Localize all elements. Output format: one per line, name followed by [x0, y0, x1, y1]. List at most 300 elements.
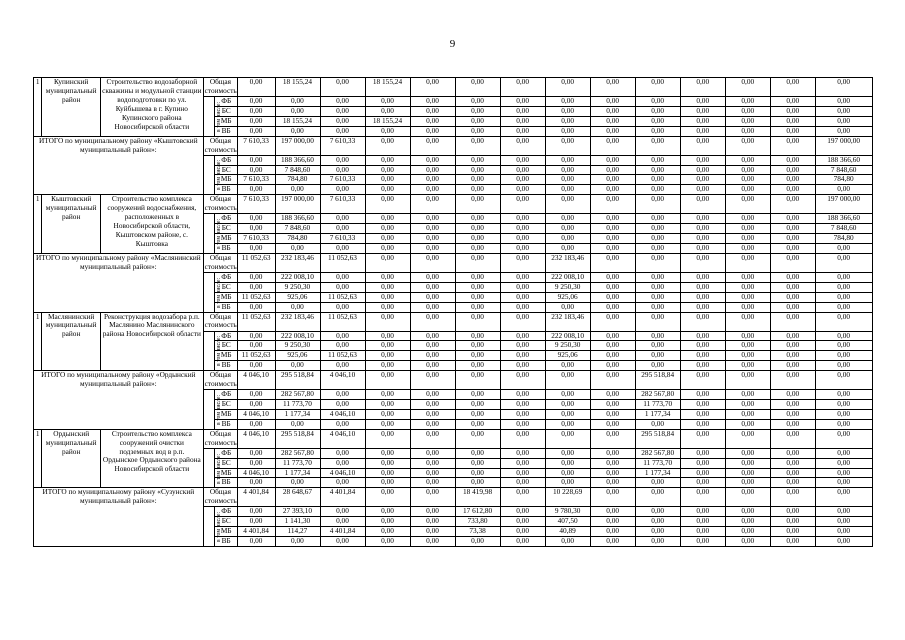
value-cell: 0,00: [591, 448, 636, 458]
value-cell: 0,00: [501, 78, 546, 97]
value-cell: 0,00: [456, 400, 501, 410]
cost-type-total: Общая стоимость: [204, 194, 237, 213]
value-cell: 0,00: [456, 165, 501, 175]
value-cell: 0,00: [636, 214, 681, 224]
budget-source: ВБ: [215, 478, 238, 488]
value-cell: 0,00: [771, 351, 816, 361]
value-cell: 0,00: [501, 409, 546, 419]
value-cell: 0,00: [771, 458, 816, 468]
value-cell: 0,00: [411, 478, 456, 488]
value-cell: 197 000,00: [275, 195, 320, 214]
value-cell: 0,00: [816, 282, 873, 292]
cost-type-total: Общая стоимость: [204, 311, 237, 330]
value-cell: 0,00: [636, 78, 681, 97]
value-cell: 0,00: [238, 517, 276, 527]
value-cell: 0,00: [771, 97, 816, 107]
value-cell: 1 177,34: [636, 409, 681, 419]
value-cell: 0,00: [411, 458, 456, 468]
value-cell: 0,00: [365, 195, 410, 214]
value-cell: 0,00: [411, 341, 456, 351]
value-cell: 0,00: [456, 106, 501, 116]
value-cell: 0,00: [501, 116, 546, 126]
value-cell: 0,00: [726, 302, 771, 312]
value-cell: 0,00: [726, 97, 771, 107]
value-cell: 0,00: [411, 126, 456, 136]
value-cell: 0,00: [771, 175, 816, 185]
value-cell: 0,00: [636, 185, 681, 195]
value-cell: 0,00: [456, 282, 501, 292]
value-cell: 0,00: [501, 292, 546, 302]
value-cell: 0,00: [320, 517, 365, 527]
value-cell: 0,00: [681, 243, 726, 253]
value-cell: 7 610,33: [238, 195, 276, 214]
value-cell: 114,27: [275, 527, 320, 537]
value-cell: 0,00: [501, 478, 546, 488]
value-cell: 0,00: [456, 195, 501, 214]
value-cell: 0,00: [456, 224, 501, 234]
value-cell: 0,00: [275, 419, 320, 429]
project-name: Строительство комплекса сооружений водоснабжения, расположенных в Новосибирской области, Кыштовском районе, с. Кыштовка: [101, 195, 204, 254]
value-cell: 0,00: [501, 488, 546, 507]
value-cell: 0,00: [726, 507, 771, 517]
value-cell: 0,00: [320, 214, 365, 224]
value-cell: 0,00: [411, 272, 456, 282]
value-cell: 0,00: [681, 458, 726, 468]
value-cell: 0,00: [816, 478, 873, 488]
value-cell: 17 612,80: [456, 507, 501, 517]
project-name: Строительство водозаборной скважины и модульной станции водоподготовки по ул. Куйбышева в г. Купино Купинского района Новосибирской области: [101, 78, 204, 137]
total-title: ИТОГО по муниципальному району «Ордынский муниципальный район»:: [34, 371, 204, 430]
value-cell: 0,00: [816, 371, 873, 390]
value-cell: 0,00: [546, 97, 591, 107]
value-cell: 27 393,10: [275, 507, 320, 517]
value-cell: 0,00: [681, 409, 726, 419]
value-cell: 0,00: [771, 234, 816, 244]
value-cell: 0,00: [816, 243, 873, 253]
value-cell: 0,00: [411, 175, 456, 185]
value-cell: 0,00: [501, 272, 546, 282]
value-cell: 0,00: [591, 78, 636, 97]
value-cell: 0,00: [365, 478, 410, 488]
value-cell: 0,00: [726, 361, 771, 371]
value-cell: 0,00: [456, 78, 501, 97]
value-cell: 0,00: [320, 155, 365, 165]
budget-source: ФБ: [215, 507, 238, 517]
value-cell: 0,00: [501, 527, 546, 537]
value-cell: 0,00: [501, 419, 546, 429]
value-cell: 0,00: [681, 175, 726, 185]
value-cell: 0,00: [771, 448, 816, 458]
value-cell: 0,00: [816, 517, 873, 527]
value-cell: 0,00: [501, 234, 546, 244]
value-cell: 0,00: [681, 136, 726, 155]
value-cell: 7 610,33: [320, 136, 365, 155]
value-cell: 0,00: [771, 116, 816, 126]
value-cell: 0,00: [726, 292, 771, 302]
value-cell: 0,00: [411, 429, 456, 448]
value-cell: 0,00: [320, 116, 365, 126]
value-cell: 0,00: [238, 224, 276, 234]
total-row: [34, 488, 873, 507]
value-cell: 0,00: [501, 195, 546, 214]
value-cell: 0,00: [591, 507, 636, 517]
value-cell: 0,00: [771, 527, 816, 537]
value-cell: 0,00: [546, 175, 591, 185]
value-cell: 0,00: [636, 341, 681, 351]
value-cell: 0,00: [681, 292, 726, 302]
value-cell: 0,00: [411, 282, 456, 292]
value-cell: 10 228,69: [546, 488, 591, 507]
value-cell: 0,00: [681, 448, 726, 458]
value-cell: 0,00: [456, 185, 501, 195]
value-cell: 0,00: [681, 341, 726, 351]
value-cell: 0,00: [591, 155, 636, 165]
value-cell: 0,00: [320, 165, 365, 175]
project-name: Реконструкция водозабора р.п. Маслянино Маслянинского района Новосибирской области: [101, 312, 204, 371]
value-cell: 0,00: [365, 537, 410, 547]
value-cell: 0,00: [546, 195, 591, 214]
value-cell: 73,38: [456, 527, 501, 537]
value-cell: 7 610,33: [320, 175, 365, 185]
value-cell: 0,00: [365, 390, 410, 400]
value-cell: 0,00: [456, 448, 501, 458]
value-cell: 0,00: [771, 371, 816, 390]
value-cell: 0,00: [771, 341, 816, 351]
value-cell: 0,00: [411, 136, 456, 155]
value-cell: 0,00: [771, 185, 816, 195]
value-cell: 0,00: [726, 234, 771, 244]
value-cell: 0,00: [320, 185, 365, 195]
value-cell: 0,00: [681, 282, 726, 292]
budget-source: БС: [215, 400, 238, 410]
value-cell: 0,00: [771, 312, 816, 331]
value-cell: 7 610,33: [238, 136, 276, 155]
value-cell: 0,00: [365, 517, 410, 527]
value-cell: 9 250,30: [275, 282, 320, 292]
value-cell: 4 401,84: [320, 527, 365, 537]
sub-label: [203, 331, 222, 371]
value-cell: 784,80: [275, 234, 320, 244]
value-cell: 0,00: [365, 312, 410, 331]
value-cell: 0,00: [501, 136, 546, 155]
value-cell: 0,00: [771, 155, 816, 165]
sub-label-text: в том числе:: [215, 277, 222, 308]
value-cell: 0,00: [726, 282, 771, 292]
value-cell: 784,80: [816, 234, 873, 244]
value-cell: 0,00: [636, 155, 681, 165]
value-cell: 0,00: [771, 507, 816, 517]
total-row: [34, 371, 873, 390]
value-cell: 0,00: [238, 390, 276, 400]
value-cell: 0,00: [771, 243, 816, 253]
value-cell: 0,00: [771, 214, 816, 224]
value-cell: 0,00: [501, 214, 546, 224]
value-cell: 0,00: [546, 429, 591, 448]
value-cell: 0,00: [275, 126, 320, 136]
value-cell: 4 046,10: [320, 429, 365, 448]
sub-label: [203, 272, 222, 312]
value-cell: 0,00: [771, 517, 816, 527]
value-cell: 0,00: [546, 116, 591, 126]
value-cell: 0,00: [456, 371, 501, 390]
value-cell: 11 773,70: [275, 400, 320, 410]
value-cell: 0,00: [636, 116, 681, 126]
budget-source: ФБ: [215, 155, 238, 165]
value-cell: 0,00: [456, 351, 501, 361]
value-cell: 18 155,24: [275, 116, 320, 126]
value-cell: 0,00: [726, 155, 771, 165]
value-cell: 0,00: [365, 302, 410, 312]
value-cell: 0,00: [681, 253, 726, 272]
value-cell: 0,00: [238, 361, 276, 371]
budget-source: ВБ: [215, 419, 238, 429]
value-cell: 0,00: [591, 517, 636, 527]
row-number: 1: [34, 312, 42, 371]
value-cell: 0,00: [275, 185, 320, 195]
value-cell: 0,00: [411, 419, 456, 429]
value-cell: 0,00: [501, 126, 546, 136]
value-cell: 0,00: [238, 185, 276, 195]
value-cell: 0,00: [365, 155, 410, 165]
value-cell: 0,00: [771, 224, 816, 234]
value-cell: 925,06: [546, 292, 591, 302]
value-cell: 0,00: [681, 106, 726, 116]
value-cell: 0,00: [275, 106, 320, 116]
value-cell: 0,00: [320, 400, 365, 410]
budget-source: ФБ: [215, 331, 238, 341]
value-cell: 0,00: [546, 165, 591, 175]
value-cell: 0,00: [636, 126, 681, 136]
budget-source: БС: [215, 106, 238, 116]
value-cell: 28 648,67: [275, 488, 320, 507]
value-cell: 0,00: [726, 136, 771, 155]
value-cell: 0,00: [816, 78, 873, 97]
value-cell: 0,00: [681, 400, 726, 410]
value-cell: 0,00: [726, 312, 771, 331]
value-cell: 0,00: [320, 478, 365, 488]
value-cell: 0,00: [636, 302, 681, 312]
value-cell: 784,80: [816, 175, 873, 185]
value-cell: 0,00: [365, 488, 410, 507]
value-cell: 0,00: [546, 155, 591, 165]
value-cell: 0,00: [411, 302, 456, 312]
value-cell: 0,00: [365, 97, 410, 107]
value-cell: 925,06: [275, 351, 320, 361]
value-cell: 11 052,63: [238, 292, 276, 302]
value-cell: 0,00: [238, 214, 276, 224]
value-cell: 0,00: [816, 400, 873, 410]
value-cell: 0,00: [456, 312, 501, 331]
value-cell: 0,00: [546, 106, 591, 116]
value-cell: 0,00: [501, 429, 546, 448]
value-cell: 0,00: [771, 195, 816, 214]
value-cell: 0,00: [501, 507, 546, 517]
value-cell: 0,00: [726, 458, 771, 468]
value-cell: 11 773,70: [275, 458, 320, 468]
value-cell: 0,00: [456, 292, 501, 302]
value-cell: 0,00: [636, 243, 681, 253]
value-cell: 0,00: [546, 468, 591, 478]
value-cell: 0,00: [501, 351, 546, 361]
value-cell: 4 046,10: [238, 371, 276, 390]
value-cell: 1 177,34: [275, 409, 320, 419]
value-cell: 0,00: [411, 292, 456, 302]
value-cell: 0,00: [238, 243, 276, 253]
value-cell: 1 177,34: [636, 468, 681, 478]
cost-type-total: Общая стоимость: [204, 370, 237, 389]
value-cell: 7 610,33: [238, 175, 276, 185]
value-cell: 0,00: [771, 331, 816, 341]
value-cell: 0,00: [591, 390, 636, 400]
value-cell: 0,00: [456, 478, 501, 488]
value-cell: 0,00: [681, 488, 726, 507]
value-cell: 0,00: [816, 302, 873, 312]
value-cell: 0,00: [501, 243, 546, 253]
value-cell: 0,00: [681, 155, 726, 165]
value-cell: 0,00: [726, 185, 771, 195]
value-cell: 0,00: [636, 331, 681, 341]
value-cell: 0,00: [636, 165, 681, 175]
value-cell: 0,00: [320, 126, 365, 136]
value-cell: 407,50: [546, 517, 591, 527]
value-cell: 0,00: [320, 243, 365, 253]
project-row: [34, 78, 873, 97]
value-cell: 0,00: [591, 126, 636, 136]
value-cell: 0,00: [238, 155, 276, 165]
value-cell: 0,00: [681, 517, 726, 527]
value-cell: 0,00: [365, 272, 410, 282]
value-cell: 0,00: [771, 282, 816, 292]
value-cell: 0,00: [591, 302, 636, 312]
value-cell: 232 183,46: [275, 312, 320, 331]
value-cell: 0,00: [591, 400, 636, 410]
value-cell: 0,00: [320, 97, 365, 107]
value-cell: 0,00: [456, 537, 501, 547]
value-cell: 0,00: [816, 341, 873, 351]
value-cell: 4 046,10: [320, 468, 365, 478]
value-cell: 188 366,60: [816, 155, 873, 165]
value-cell: 0,00: [546, 136, 591, 155]
value-cell: 0,00: [816, 292, 873, 302]
value-cell: 0,00: [275, 478, 320, 488]
value-cell: 0,00: [636, 527, 681, 537]
value-cell: 0,00: [726, 409, 771, 419]
value-cell: 0,00: [238, 302, 276, 312]
value-cell: 0,00: [726, 419, 771, 429]
value-cell: 0,00: [546, 371, 591, 390]
project-name: Строительство комплекса сооружений очистки подземных вод в р.п. Ордынское Ордынского района Новосибирской области: [101, 429, 204, 488]
value-cell: 733,80: [456, 517, 501, 527]
value-cell: 0,00: [591, 371, 636, 390]
value-cell: 0,00: [456, 136, 501, 155]
value-cell: 0,00: [365, 175, 410, 185]
value-cell: 0,00: [816, 185, 873, 195]
value-cell: 0,00: [546, 478, 591, 488]
value-cell: 0,00: [681, 78, 726, 97]
value-cell: 925,06: [275, 292, 320, 302]
value-cell: 0,00: [771, 126, 816, 136]
value-cell: 0,00: [726, 126, 771, 136]
value-cell: 0,00: [320, 106, 365, 116]
value-cell: 0,00: [411, 361, 456, 371]
value-cell: 0,00: [816, 537, 873, 547]
value-cell: 0,00: [320, 458, 365, 468]
value-cell: 0,00: [771, 429, 816, 448]
value-cell: 0,00: [365, 361, 410, 371]
value-cell: 0,00: [411, 312, 456, 331]
value-cell: 0,00: [591, 409, 636, 419]
value-cell: 0,00: [636, 507, 681, 517]
value-cell: 0,00: [681, 272, 726, 282]
value-cell: 7 848,60: [275, 224, 320, 234]
total-title: ИТОГО по муниципальному району «Маслянинский муниципальный район»:: [34, 253, 204, 312]
value-cell: 295 518,84: [636, 429, 681, 448]
value-cell: 0,00: [365, 282, 410, 292]
value-cell: 0,00: [456, 155, 501, 165]
value-cell: 0,00: [726, 341, 771, 351]
value-cell: 0,00: [636, 224, 681, 234]
value-cell: 0,00: [411, 507, 456, 517]
cost-type-total: Общая стоимость: [204, 77, 237, 95]
budget-source: МБ: [215, 175, 238, 185]
sub-label-text: в том числе:: [215, 219, 222, 250]
total-title: ИТОГО по муниципальному району «Кыштовский муниципальный район»:: [34, 136, 204, 195]
value-cell: 0,00: [636, 175, 681, 185]
value-cell: 0,00: [681, 234, 726, 244]
value-cell: 0,00: [771, 78, 816, 97]
value-cell: 0,00: [546, 234, 591, 244]
budget-source: МБ: [215, 234, 238, 244]
value-cell: 40,89: [546, 527, 591, 537]
value-cell: 0,00: [320, 282, 365, 292]
value-cell: 0,00: [636, 292, 681, 302]
value-cell: 0,00: [546, 419, 591, 429]
value-cell: 0,00: [320, 302, 365, 312]
value-cell: 0,00: [816, 106, 873, 116]
value-cell: 0,00: [591, 136, 636, 155]
value-cell: 0,00: [365, 458, 410, 468]
value-cell: 0,00: [365, 165, 410, 175]
value-cell: 0,00: [546, 224, 591, 234]
value-cell: 4 046,10: [320, 371, 365, 390]
value-cell: 0,00: [411, 185, 456, 195]
value-cell: 0,00: [816, 351, 873, 361]
value-cell: 0,00: [238, 400, 276, 410]
value-cell: 0,00: [238, 537, 276, 547]
value-cell: 0,00: [726, 195, 771, 214]
value-cell: 0,00: [320, 224, 365, 234]
value-cell: 0,00: [456, 331, 501, 341]
value-cell: 0,00: [771, 302, 816, 312]
value-cell: 0,00: [411, 214, 456, 224]
budget-source: МБ: [215, 527, 238, 537]
value-cell: 0,00: [411, 224, 456, 234]
value-cell: 925,06: [546, 351, 591, 361]
row-number: 1: [34, 195, 42, 254]
value-cell: 0,00: [501, 458, 546, 468]
value-cell: 18 419,98: [456, 488, 501, 507]
sub-label: [203, 448, 222, 488]
value-cell: 0,00: [411, 97, 456, 107]
value-cell: 0,00: [636, 106, 681, 116]
value-cell: 0,00: [726, 272, 771, 282]
value-cell: 0,00: [726, 116, 771, 126]
budget-source: ФБ: [215, 97, 238, 107]
value-cell: 0,00: [501, 400, 546, 410]
value-cell: 0,00: [726, 331, 771, 341]
value-cell: 784,80: [275, 175, 320, 185]
value-cell: 0,00: [816, 361, 873, 371]
